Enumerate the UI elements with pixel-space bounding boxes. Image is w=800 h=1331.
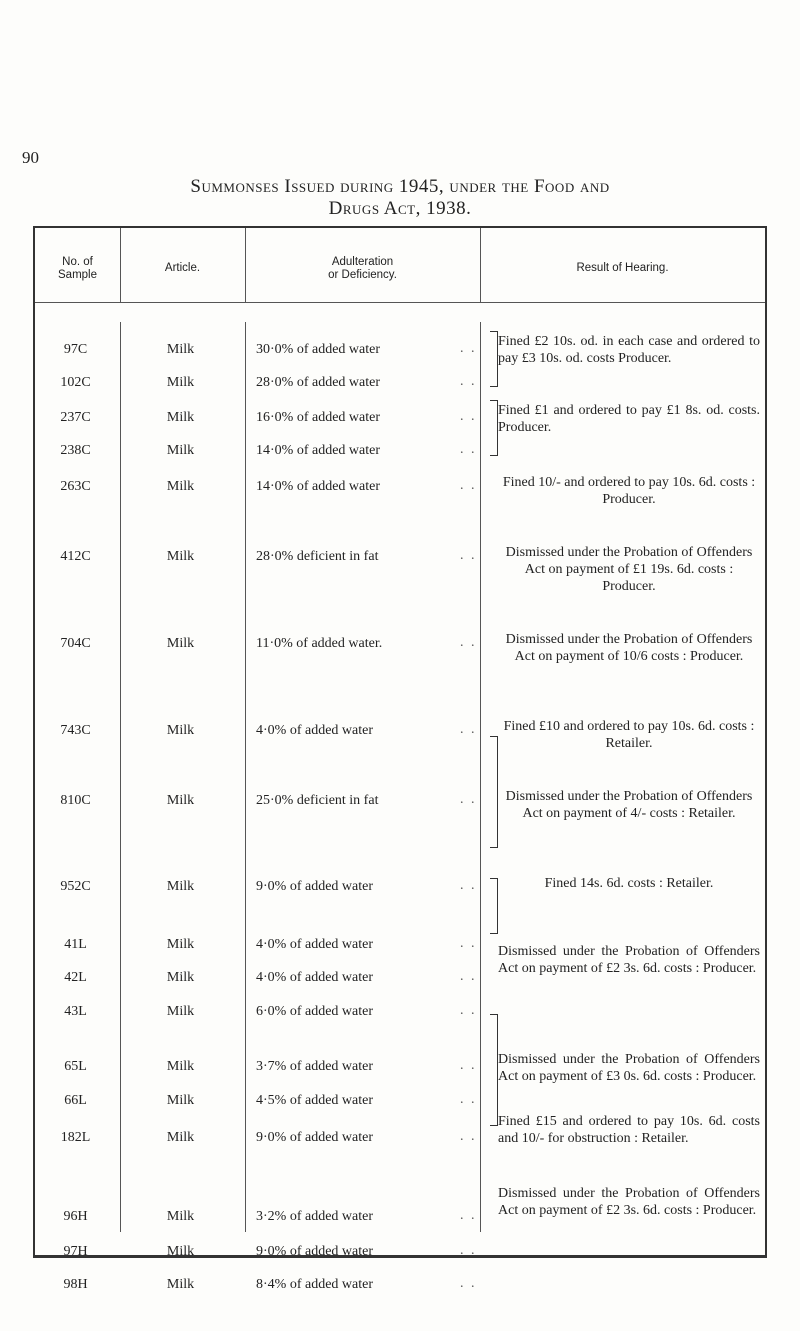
adulteration: 11·0% of added water. bbox=[256, 636, 383, 651]
adulteration: 28·0% deficient in fat bbox=[256, 549, 379, 564]
result-of-hearing: Dismissed under the Probation of Offenders Act on payment of 10/6 costs : Producer. bbox=[505, 632, 753, 664]
article: Milk bbox=[166, 549, 195, 564]
header-adulteration-line2: or Deficiency. bbox=[328, 269, 397, 281]
header-result: Result of Hearing. bbox=[576, 262, 669, 274]
leader-dots: . . bbox=[460, 878, 477, 893]
article: Milk bbox=[166, 1277, 195, 1292]
leader-dots: . . bbox=[460, 722, 477, 737]
adulteration: 16·0% of added water bbox=[256, 410, 381, 425]
adulteration: 8·4% of added water bbox=[256, 1277, 374, 1292]
leader-dots: . . bbox=[460, 478, 477, 493]
leader-dots: . . bbox=[460, 1208, 477, 1223]
article: Milk bbox=[166, 1093, 195, 1108]
adulteration: 14·0% of added water bbox=[256, 443, 381, 458]
page-title: Summonses Issued during 1945, under the Food and bbox=[190, 176, 610, 197]
column-divider bbox=[245, 322, 246, 1232]
adulteration: 4·0% of added water bbox=[256, 937, 374, 952]
adulteration: 25·0% deficient in fat bbox=[256, 793, 379, 808]
result-of-hearing: Fined £2 10s. od. in each case and ordered to pay £3 10s. od. costs Producer. bbox=[498, 334, 760, 366]
sample-number: 952C bbox=[60, 879, 91, 894]
article: Milk bbox=[166, 1244, 195, 1259]
result-of-hearing: Dismissed under the Probation of Offenders Act on payment of £2 3s. 6d. costs : Producer. bbox=[498, 944, 760, 976]
article: Milk bbox=[166, 479, 195, 494]
adulteration: 9·0% of added water bbox=[256, 1130, 374, 1145]
sample-number: 42L bbox=[64, 970, 87, 985]
result-of-hearing: Fined 10/- and ordered to pay 10s. 6d. costs : Producer. bbox=[502, 475, 756, 507]
header-divider bbox=[35, 302, 765, 303]
leader-dots: . . bbox=[460, 442, 477, 457]
result-of-hearing: Fined 14s. 6d. costs : Retailer. bbox=[544, 876, 714, 891]
sample-number: 97C bbox=[63, 342, 88, 357]
article: Milk bbox=[166, 879, 195, 894]
adulteration: 9·0% of added water bbox=[256, 1244, 374, 1259]
page-subtitle: Drugs Act, 1938. bbox=[328, 198, 472, 219]
brace bbox=[490, 878, 498, 934]
header-adulteration bbox=[245, 256, 480, 282]
result-of-hearing: Dismissed under the Probation of Offenders Act on payment of £1 19s. 6d. costs : Producer. bbox=[505, 545, 753, 594]
leader-dots: . . bbox=[460, 1058, 477, 1073]
header-article: Article. bbox=[164, 262, 201, 274]
article: Milk bbox=[166, 1059, 195, 1074]
header-sample bbox=[35, 256, 120, 282]
adulteration: 4·0% of added water bbox=[256, 970, 374, 985]
leader-dots: . . bbox=[460, 341, 477, 356]
article: Milk bbox=[166, 410, 195, 425]
sample-number: 102C bbox=[60, 375, 91, 390]
sample-number: 66L bbox=[64, 1093, 87, 1108]
result-of-hearing: Fined £10 and ordered to pay 10s. 6d. costs : Retailer. bbox=[503, 719, 755, 751]
adulteration: 3·7% of added water bbox=[256, 1059, 374, 1074]
result-of-hearing: Fined £15 and ordered to pay 10s. 6d. costs and 10/- for obstruction : Retailer. bbox=[498, 1114, 760, 1146]
brace bbox=[490, 1014, 498, 1126]
article: Milk bbox=[166, 723, 195, 738]
column-divider bbox=[480, 322, 481, 1232]
adulteration: 3·2% of added water bbox=[256, 1209, 374, 1224]
adulteration: 14·0% of added water bbox=[256, 479, 381, 494]
leader-dots: . . bbox=[460, 936, 477, 951]
adulteration: 4·5% of added water bbox=[256, 1093, 374, 1108]
leader-dots: . . bbox=[460, 1243, 477, 1258]
header-sample-line1: No. of bbox=[62, 256, 93, 268]
result-of-hearing: Fined £1 and ordered to pay £1 8s. od. costs. Producer. bbox=[498, 403, 760, 435]
article: Milk bbox=[166, 1130, 195, 1145]
header-sample-line2: Sample bbox=[58, 269, 97, 281]
leader-dots: . . bbox=[460, 1276, 477, 1291]
article: Milk bbox=[166, 970, 195, 985]
result-of-hearing: Dismissed under the Probation of Offenders Act on payment of £2 3s. 6d. costs : Producer. bbox=[498, 1186, 760, 1218]
result-of-hearing: Dismissed under the Probation of Offenders Act on payment of £3 0s. 6d. costs : Producer. bbox=[498, 1052, 760, 1084]
header-adulteration-line1: Adulteration bbox=[331, 256, 394, 268]
sample-number: 97H bbox=[63, 1244, 88, 1259]
leader-dots: . . bbox=[460, 792, 477, 807]
brace bbox=[490, 331, 498, 387]
sample-number: 182L bbox=[60, 1130, 91, 1145]
sample-number: 238C bbox=[60, 443, 91, 458]
sample-number: 237C bbox=[60, 410, 91, 425]
sample-number: 743C bbox=[60, 723, 91, 738]
article: Milk bbox=[166, 443, 195, 458]
article: Milk bbox=[166, 1209, 195, 1224]
leader-dots: . . bbox=[460, 969, 477, 984]
page-number: 90 bbox=[22, 148, 39, 167]
sample-number: 263C bbox=[60, 479, 91, 494]
sample-number: 96H bbox=[63, 1209, 88, 1224]
leader-dots: . . bbox=[460, 1003, 477, 1018]
sample-number: 810C bbox=[60, 793, 91, 808]
article: Milk bbox=[166, 1004, 195, 1019]
article: Milk bbox=[166, 342, 195, 357]
article: Milk bbox=[166, 793, 195, 808]
adulteration: 6·0% of added water bbox=[256, 1004, 374, 1019]
leader-dots: . . bbox=[460, 374, 477, 389]
article: Milk bbox=[166, 375, 195, 390]
adulteration: 4·0% of added water bbox=[256, 723, 374, 738]
leader-dots: . . bbox=[460, 409, 477, 424]
leader-dots: . . bbox=[460, 548, 477, 563]
sample-number: 412C bbox=[60, 549, 91, 564]
sample-number: 65L bbox=[64, 1059, 87, 1074]
adulteration: 28·0% of added water bbox=[256, 375, 381, 390]
sample-number: 98H bbox=[63, 1277, 88, 1292]
sample-number: 704C bbox=[60, 636, 91, 651]
brace bbox=[490, 400, 498, 456]
leader-dots: . . bbox=[460, 635, 477, 650]
adulteration: 30·0% of added water bbox=[256, 342, 381, 357]
brace bbox=[490, 736, 498, 848]
leader-dots: . . bbox=[460, 1092, 477, 1107]
article: Milk bbox=[166, 636, 195, 651]
sample-number: 41L bbox=[64, 937, 87, 952]
adulteration: 9·0% of added water bbox=[256, 879, 374, 894]
leader-dots: . . bbox=[460, 1129, 477, 1144]
result-of-hearing: Dismissed under the Probation of Offenders Act on payment of 4/- costs : Retailer. bbox=[505, 789, 753, 821]
sample-number: 43L bbox=[64, 1004, 87, 1019]
article: Milk bbox=[166, 937, 195, 952]
